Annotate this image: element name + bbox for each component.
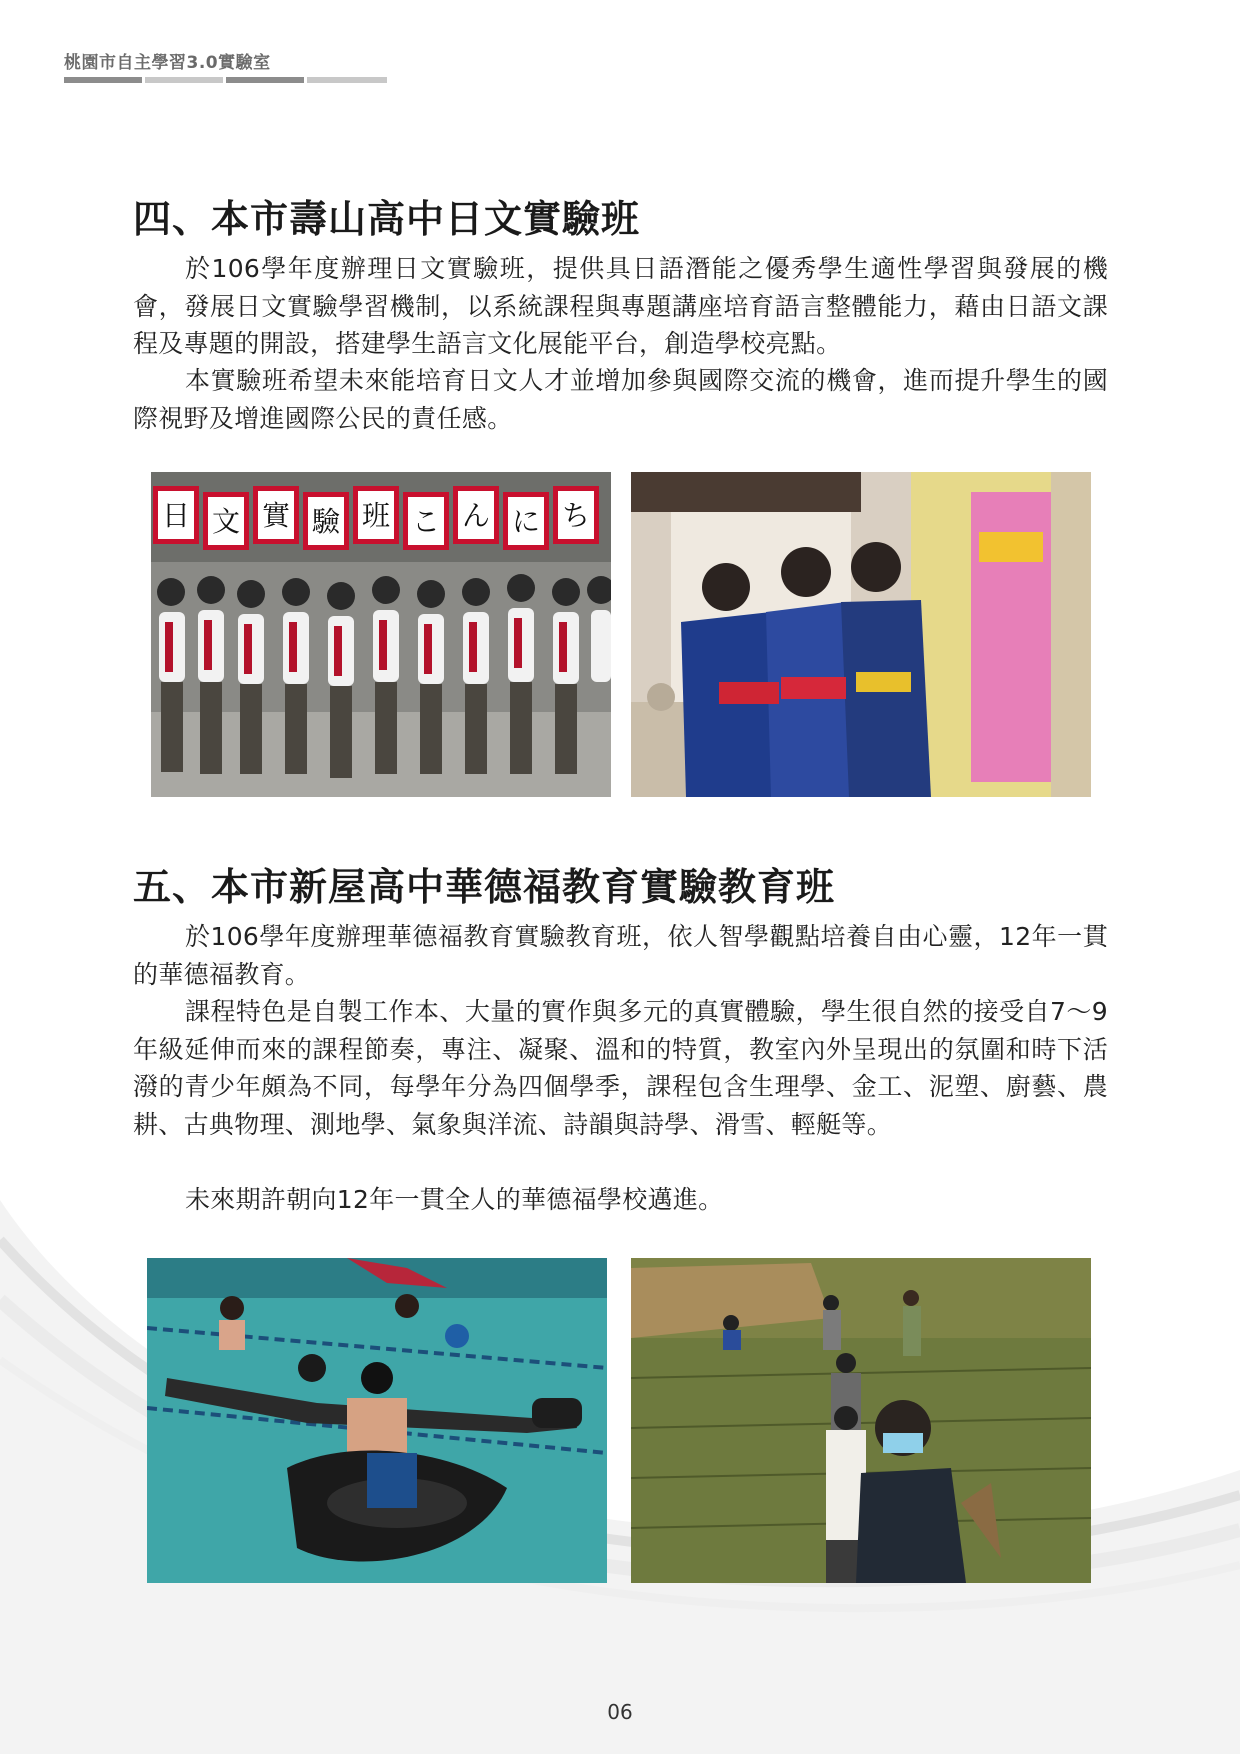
- photo-kayak-pool: [147, 1258, 607, 1583]
- sign-character: 班: [361, 499, 391, 532]
- header-rule-segment: [145, 77, 223, 83]
- sign-character: こ: [411, 505, 441, 538]
- sign-character: に: [511, 505, 541, 538]
- sign-character: 實: [261, 499, 291, 532]
- body-paragraph: 課程特色是自製工作本、大量的實作與多元的真實體驗，學生很自然的接受自7～9年級延伸而來的課程節奏，專注、凝聚、溫和的特質，教室內外呈現出的氛圍和時下活潑的青少年頗為不同，每學年分為四個學季，課程包含生理學、金工、泥塑、廚藝、農耕、古典物理、測地學、氣象與洋流、詩韻與詩學、滑雪、輕艇等。: [133, 997, 1108, 1139]
- sign-character: ん: [461, 499, 491, 532]
- sign-character: 驗: [311, 505, 341, 538]
- photo-rice-field: [631, 1258, 1091, 1583]
- running-header: 桃園市自主學習3.0實驗室: [64, 53, 271, 73]
- section-heading: 四、本市壽山高中日文實驗班: [133, 197, 641, 241]
- header-rule-segment: [307, 77, 387, 83]
- body-paragraph: 於106學年度辦理華德福教育實驗教育班，依人智學觀點培養自由心靈，12年一貫的華德福教育。: [133, 922, 1108, 989]
- photo-students-in-yukata: [631, 472, 1091, 797]
- header-rule-segment: [226, 77, 304, 83]
- section-heading: 五、本市新屋高中華德福教育實驗教育班: [133, 865, 836, 909]
- sign-character: 日: [161, 499, 191, 532]
- body-paragraph: 未來期許朝向12年一貫全人的華德福學校邁進。: [185, 1185, 724, 1214]
- header-rule-segment: [64, 77, 142, 83]
- sign-character: 文: [211, 505, 241, 538]
- header-rule: [64, 77, 390, 83]
- sign-character: ち: [561, 499, 591, 532]
- body-paragraph: 於106學年度辦理日文實驗班，提供具日語潛能之優秀學生適性學習與發展的機會，發展日文實驗學習機制，以系統課程與專題講座培育語言整體能力，藉由日語文課程及專題的開設，搭建學生語言文化展能平台，創造學校亮點。: [133, 254, 1108, 358]
- photo-students-with-signs: [151, 472, 611, 797]
- page-number: 06: [607, 1700, 633, 1724]
- body-paragraph: 本實驗班希望未來能培育日文人才並增加參與國際交流的機會，進而提升學生的國際視野及增進國際公民的責任感。: [133, 366, 1108, 433]
